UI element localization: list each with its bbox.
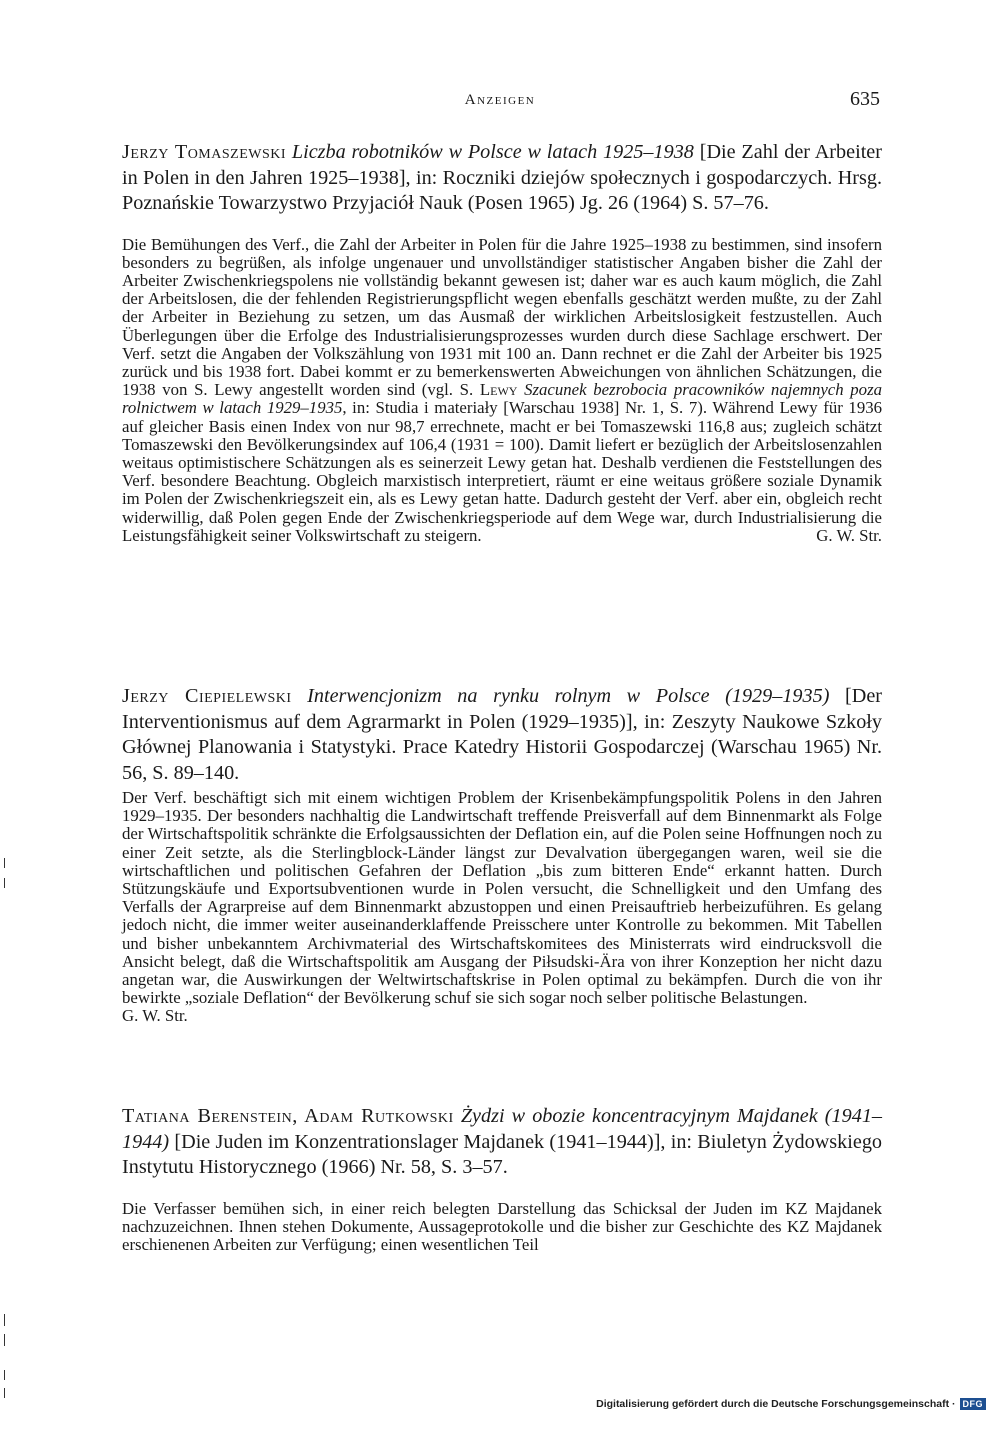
entry-author: Tatiana Berenstein, Adam Rutkowski <box>122 1105 454 1127</box>
margin-mark <box>4 1314 5 1326</box>
entry-details: [Der Interventionismus auf dem Agrarmarkt in Polen (1929–1935)], in: Zeszyty Naukowe Szkoły Głównej Planowania i Statystyki. Prace Katedry Historii Gospodarczej (Warschau 1965) Nr. 56, S. 89–140. <box>122 685 883 784</box>
entry-work-title: Żydzi w obozie koncentracyjnym Majdanek (1941–1944) <box>122 1105 883 1153</box>
running-head <box>120 88 880 114</box>
entry-body-text: Die Verfasser bemühen sich, in einer reich belegten Darstellung das Schicksal der Juden im KZ Majdanek nachzuzeichnen. Ihnen stehen Dokumente, Aussageprotokolle und die bisher zur Geschichte des KZ Majdanek erschienenen Arbeiten zur Verfügung; einen wesentlichen Teil <box>122 1198 882 1254</box>
entry-body <box>122 789 882 1007</box>
cited-author: Lewy <box>479 380 518 400</box>
page-number: 635 <box>850 88 880 110</box>
margin-mark <box>4 1370 5 1380</box>
entry-citation <box>122 684 882 786</box>
entry-citation <box>122 140 882 217</box>
entry-signature: G. W. Str. <box>122 1006 188 1026</box>
entry-body-text: , in: Studia i materiały [Warschau 1938] Nr. 1, S. 7). Während Lewy für 1936 auf gleicher Basis einen Index von nur 98,7 errechnete, macht er bei Tomaszewski 116,8 aus; zugleich schätzt Tomaszewski den Bevölkerungsindex auf 106,4 (1931 = 100). Damit liefert er bezüglich der Arbeitslosenzahlen weitaus optimistischere Schätzungen als es seinerzeit Lewy getan hat. Deshalb verdienen die Feststellungen des Verf. besondere Beachtung. Obgleich marxistisch interpretiert, räumt er eine weitaus größere soziale Dynamik im Polen der Zwischenkriegszeit ein, als es Lewy getan hatte. Dadurch gesteht der Verf. aber ein, obgleich recht widerwillig, daß Polen gegen Ende der Zwischenkriegsperiode auf dem Wege war, durch Industrialisierung die Leistungsfähigkeit seiner Volkswirtschaft zu steigern. <box>122 398 882 545</box>
footer-text: Digitalisierung gefördert durch die Deutsche Forschungsgemeinschaft · <box>596 1398 956 1410</box>
entry-signature: G. W. Str. <box>816 525 882 545</box>
review-entry <box>122 684 882 1026</box>
entry-author: Jerzy Ciepielewski <box>122 685 292 707</box>
running-head-title: Anzeigen <box>464 92 536 108</box>
entry-body <box>122 1200 882 1255</box>
margin-mark <box>4 1388 5 1398</box>
entry-work-title: Liczba robotników w Polsce w latach 1925–1938 <box>291 141 694 163</box>
review-entry <box>122 140 882 545</box>
margin-mark <box>4 858 5 868</box>
entry-citation <box>122 1104 882 1181</box>
digitization-footer <box>596 1396 986 1412</box>
margin-mark <box>4 878 5 888</box>
margin-mark <box>4 1334 5 1346</box>
entry-author: Jerzy Tomaszewski <box>122 141 287 163</box>
entry-details: [Die Zahl der Arbeiter in Polen in den Jahren 1925–1938], in: Roczniki dziejów społecznych i gospodarczych. Hrsg. Poznańskie Towarzystwo Przyjaciół Nauk (Posen 1965) Jg. 26 (1964) S. 57–76. <box>122 141 882 214</box>
entry-work-title: Interwencjonizm na rynku rolnym w Polsce (1929–1935) <box>307 685 830 707</box>
dfg-logo-icon: DFG <box>960 1398 987 1410</box>
entry-body-text: Der Verf. beschäftigt sich mit einem wichtigen Problem der Krisenbekämpfungspolitik Polens in den Jahren 1929–1935. Der besonders nachhaltig die Landwirtschaft treffende Preisverfall auf dem Binnenmarkt als Folge der Wirtschaftspolitik schränkte die Erfolgsaussichten der Deflation ein, auf die Polen seine Hoffnungen noch zu einer Zeit setzte, als die Sterlingblock-Länder längst zur Devalvation übergegangen waren, weil sie die wirtschaftlichen und politischen Gefahren der Deflation „bis zum bitteren Ende“ erkannt hatten. Durch Stützungskäufe und Exportsubventionen wurde in Polen versucht, die Schnelligkeit und den Umfang des Verfalls der Agrarpreise auf dem Binnenmarkt abzustoppen und einen Preisauftrieb herbeizuführen. Es gelang jedoch nicht, die immer weiter auseinanderklaffende Preisschere unter Kontrolle zu bekommen. Mit Tabellen und bisher unbekanntem Archivmaterial des Wirtschaftskomitees des Ministerrats wird eindrucksvoll die Ansicht belegt, daß die Wirtschaftspolitik am Ausgang der Piłsudski-Ära von ihrer Konzeption her nicht dazu angetan war, die Auswirkungen der Weltwirtschaftskrise in Polen optimal zu bekämpfen. Durch die von ihr bewirkte „soziale Deflation“ der Bevölkerung schuf sie sich sogar noch selber politische Belastungen. <box>122 788 882 1008</box>
review-entry <box>122 1104 882 1254</box>
entry-body <box>122 236 882 545</box>
entry-body-text: Die Bemühungen des Verf., die Zahl der Arbeiter in Polen für die Jahre 1925–1938 zu bestimmen, sind insofern besonders zu begrüßen, als infolge ungenauer und unvollständiger statistischer Angaben bisher die Zahl der Arbeiter Zwischenkriegspolens nie vollständig bekannt gewesen ist; daher war es auch kaum möglich, die Zahl der Arbeitslosen, die der fehlenden Registrierungspflicht wegen ebenfalls geschätzt werden mußte, zu der Zahl der Arbeiter in Beziehung zu setzen, um das Ausmaß der wirklichen Arbeitslosigkeit festzustellen. Auch Überlegungen über die Erfolge des Industrialisierungsprozesses wurden durch diese Sachlage erschwert. Der Verf. setzt die Angaben der Volkszählung von 1931 mit 100 an. Dann rechnet er die Zahl der Arbeiter bis 1925 zurück und bis 1938 fort. Dabei kommt er zu bemerkenswerten Abweichungen von ähnlichen Schätzungen, die 1938 von S. Lewy angestellt worden sind (vgl. S. <box>122 234 882 400</box>
cited-work: Szacunek bezrobocia pracowników najemnych poza rolnictwem w latach 1929–1935 <box>122 380 882 418</box>
entry-details: [Die Juden im Konzentrationslager Majdanek (1941–1944)], in: Biuletyn Żydowskiego Instytutu Historycznego (1966) Nr. 58, S. 3–57. <box>122 1130 883 1178</box>
